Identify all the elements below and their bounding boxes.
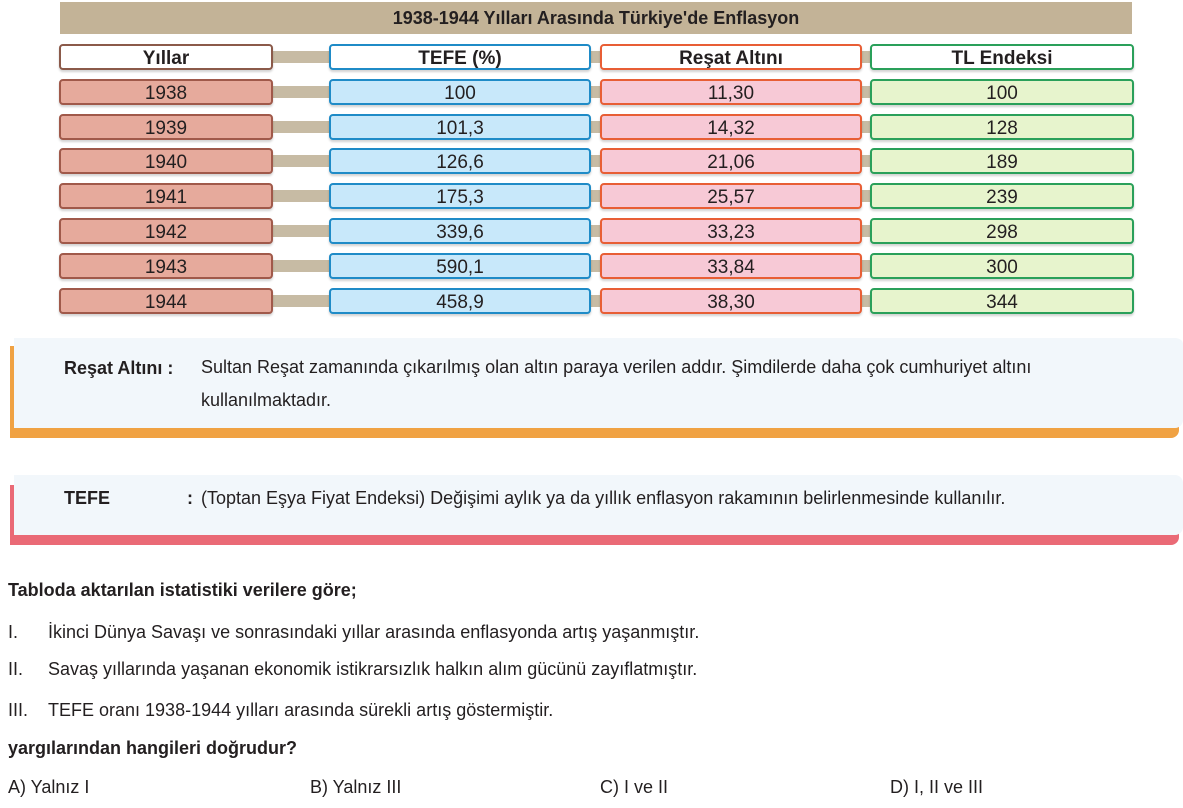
row-connector: [862, 260, 870, 272]
cell-tl-endeksi: 100: [870, 79, 1134, 105]
note-tefe-colon: :: [187, 488, 193, 508]
cell-year: 1940: [59, 148, 273, 174]
cell-resat-altini: 14,32: [600, 114, 862, 140]
cell-year: 1944: [59, 288, 273, 314]
cell-tefe: 101,3: [329, 114, 591, 140]
row-connector: [273, 51, 329, 63]
row-connector: [862, 190, 870, 202]
row-connector: [862, 86, 870, 98]
cell-tefe: 458,9: [329, 288, 591, 314]
row-connector: [862, 121, 870, 133]
header-tl-endeksi: TL Endeksi: [870, 44, 1134, 70]
cell-tefe: 590,1: [329, 253, 591, 279]
cell-tefe: 175,3: [329, 183, 591, 209]
cell-tl-endeksi: 239: [870, 183, 1134, 209]
row-connector: [591, 295, 600, 307]
row-connector: [273, 121, 329, 133]
statement-numeral: III.: [8, 700, 29, 720]
row-connector: [591, 190, 600, 202]
cell-tl-endeksi: 300: [870, 253, 1134, 279]
question-prompt: yargılarından hangileri doğrudur?: [8, 738, 298, 758]
cell-resat-altini: 38,30: [600, 288, 862, 314]
cell-year: 1941: [59, 183, 273, 209]
header-tefe: TEFE (%): [329, 44, 591, 70]
cell-resat-altini: 21,06: [600, 148, 862, 174]
note-resat-line2: kullanılmaktadır.: [201, 390, 332, 410]
row-connector: [273, 86, 329, 98]
cell-tl-endeksi: 189: [870, 148, 1134, 174]
cell-tefe: 126,6: [329, 148, 591, 174]
row-connector: [862, 225, 870, 237]
option-b[interactable]: B) Yalnız III: [310, 777, 402, 797]
note-tefe: [14, 475, 1183, 535]
row-connector: [273, 190, 329, 202]
row-connector: [591, 155, 600, 167]
row-connector: [591, 86, 600, 98]
statement-numeral: I.: [8, 622, 19, 642]
option-a[interactable]: A) Yalnız I: [8, 777, 90, 797]
cell-tl-endeksi: 298: [870, 218, 1134, 244]
cell-year: 1938: [59, 79, 273, 105]
cell-resat-altini: 33,84: [600, 253, 862, 279]
row-connector: [591, 51, 600, 63]
question-intro: Tabloda aktarılan istatistiki verilere göre;: [8, 580, 357, 600]
note-resat-altini: [14, 336, 1183, 428]
cell-tefe: 339,6: [329, 218, 591, 244]
row-connector: [862, 295, 870, 307]
cell-resat-altini: 33,23: [600, 218, 862, 244]
row-connector: [862, 51, 870, 63]
statement-numeral: II.: [8, 659, 24, 679]
header-year: Yıllar: [59, 44, 273, 70]
option-c[interactable]: C) I ve II: [600, 777, 669, 797]
option-d[interactable]: D) I, II ve III: [890, 777, 984, 797]
header-resat-altini: Reşat Altını: [600, 44, 862, 70]
row-connector: [273, 225, 329, 237]
row-connector: [273, 155, 329, 167]
statement-text: Savaş yıllarında yaşanan ekonomik istikrarsızlık halkın alım gücünü zayıflatmıştır.: [48, 659, 698, 679]
note-resat-line1: Sultan Reşat zamanında çıkarılmış olan altın paraya verilen addır. Şimdilerde daha çok cumhuriyet altını: [201, 357, 1032, 377]
cell-tl-endeksi: 128: [870, 114, 1134, 140]
cell-tefe: 100: [329, 79, 591, 105]
statement-text: İkinci Dünya Savaşı ve sonrasındaki yıllar arasında enflasyonda artış yaşanmıştır.: [48, 622, 700, 642]
cell-tl-endeksi: 344: [870, 288, 1134, 314]
cell-year: 1939: [59, 114, 273, 140]
note-tefe-label: TEFE: [64, 488, 111, 508]
cell-resat-altini: 25,57: [600, 183, 862, 209]
note-tefe-text: (Toptan Eşya Fiyat Endeksi) Değişimi aylık ya da yıllık enflasyon rakamının belirlenmesinde kullanılır.: [201, 488, 1006, 508]
cell-year: 1942: [59, 218, 273, 244]
row-connector: [591, 225, 600, 237]
row-connector: [591, 121, 600, 133]
table-title: 1938-1944 Yılları Arasında Türkiye'de Enflasyon: [60, 2, 1132, 34]
row-connector: [862, 155, 870, 167]
row-connector: [273, 260, 329, 272]
statement-text: TEFE oranı 1938-1944 yılları arasında sürekli artış göstermiştir.: [48, 700, 554, 720]
note-resat-label: Reşat Altını :: [64, 358, 174, 378]
cell-year: 1943: [59, 253, 273, 279]
cell-resat-altini: 11,30: [600, 79, 862, 105]
row-connector: [273, 295, 329, 307]
row-connector: [591, 260, 600, 272]
